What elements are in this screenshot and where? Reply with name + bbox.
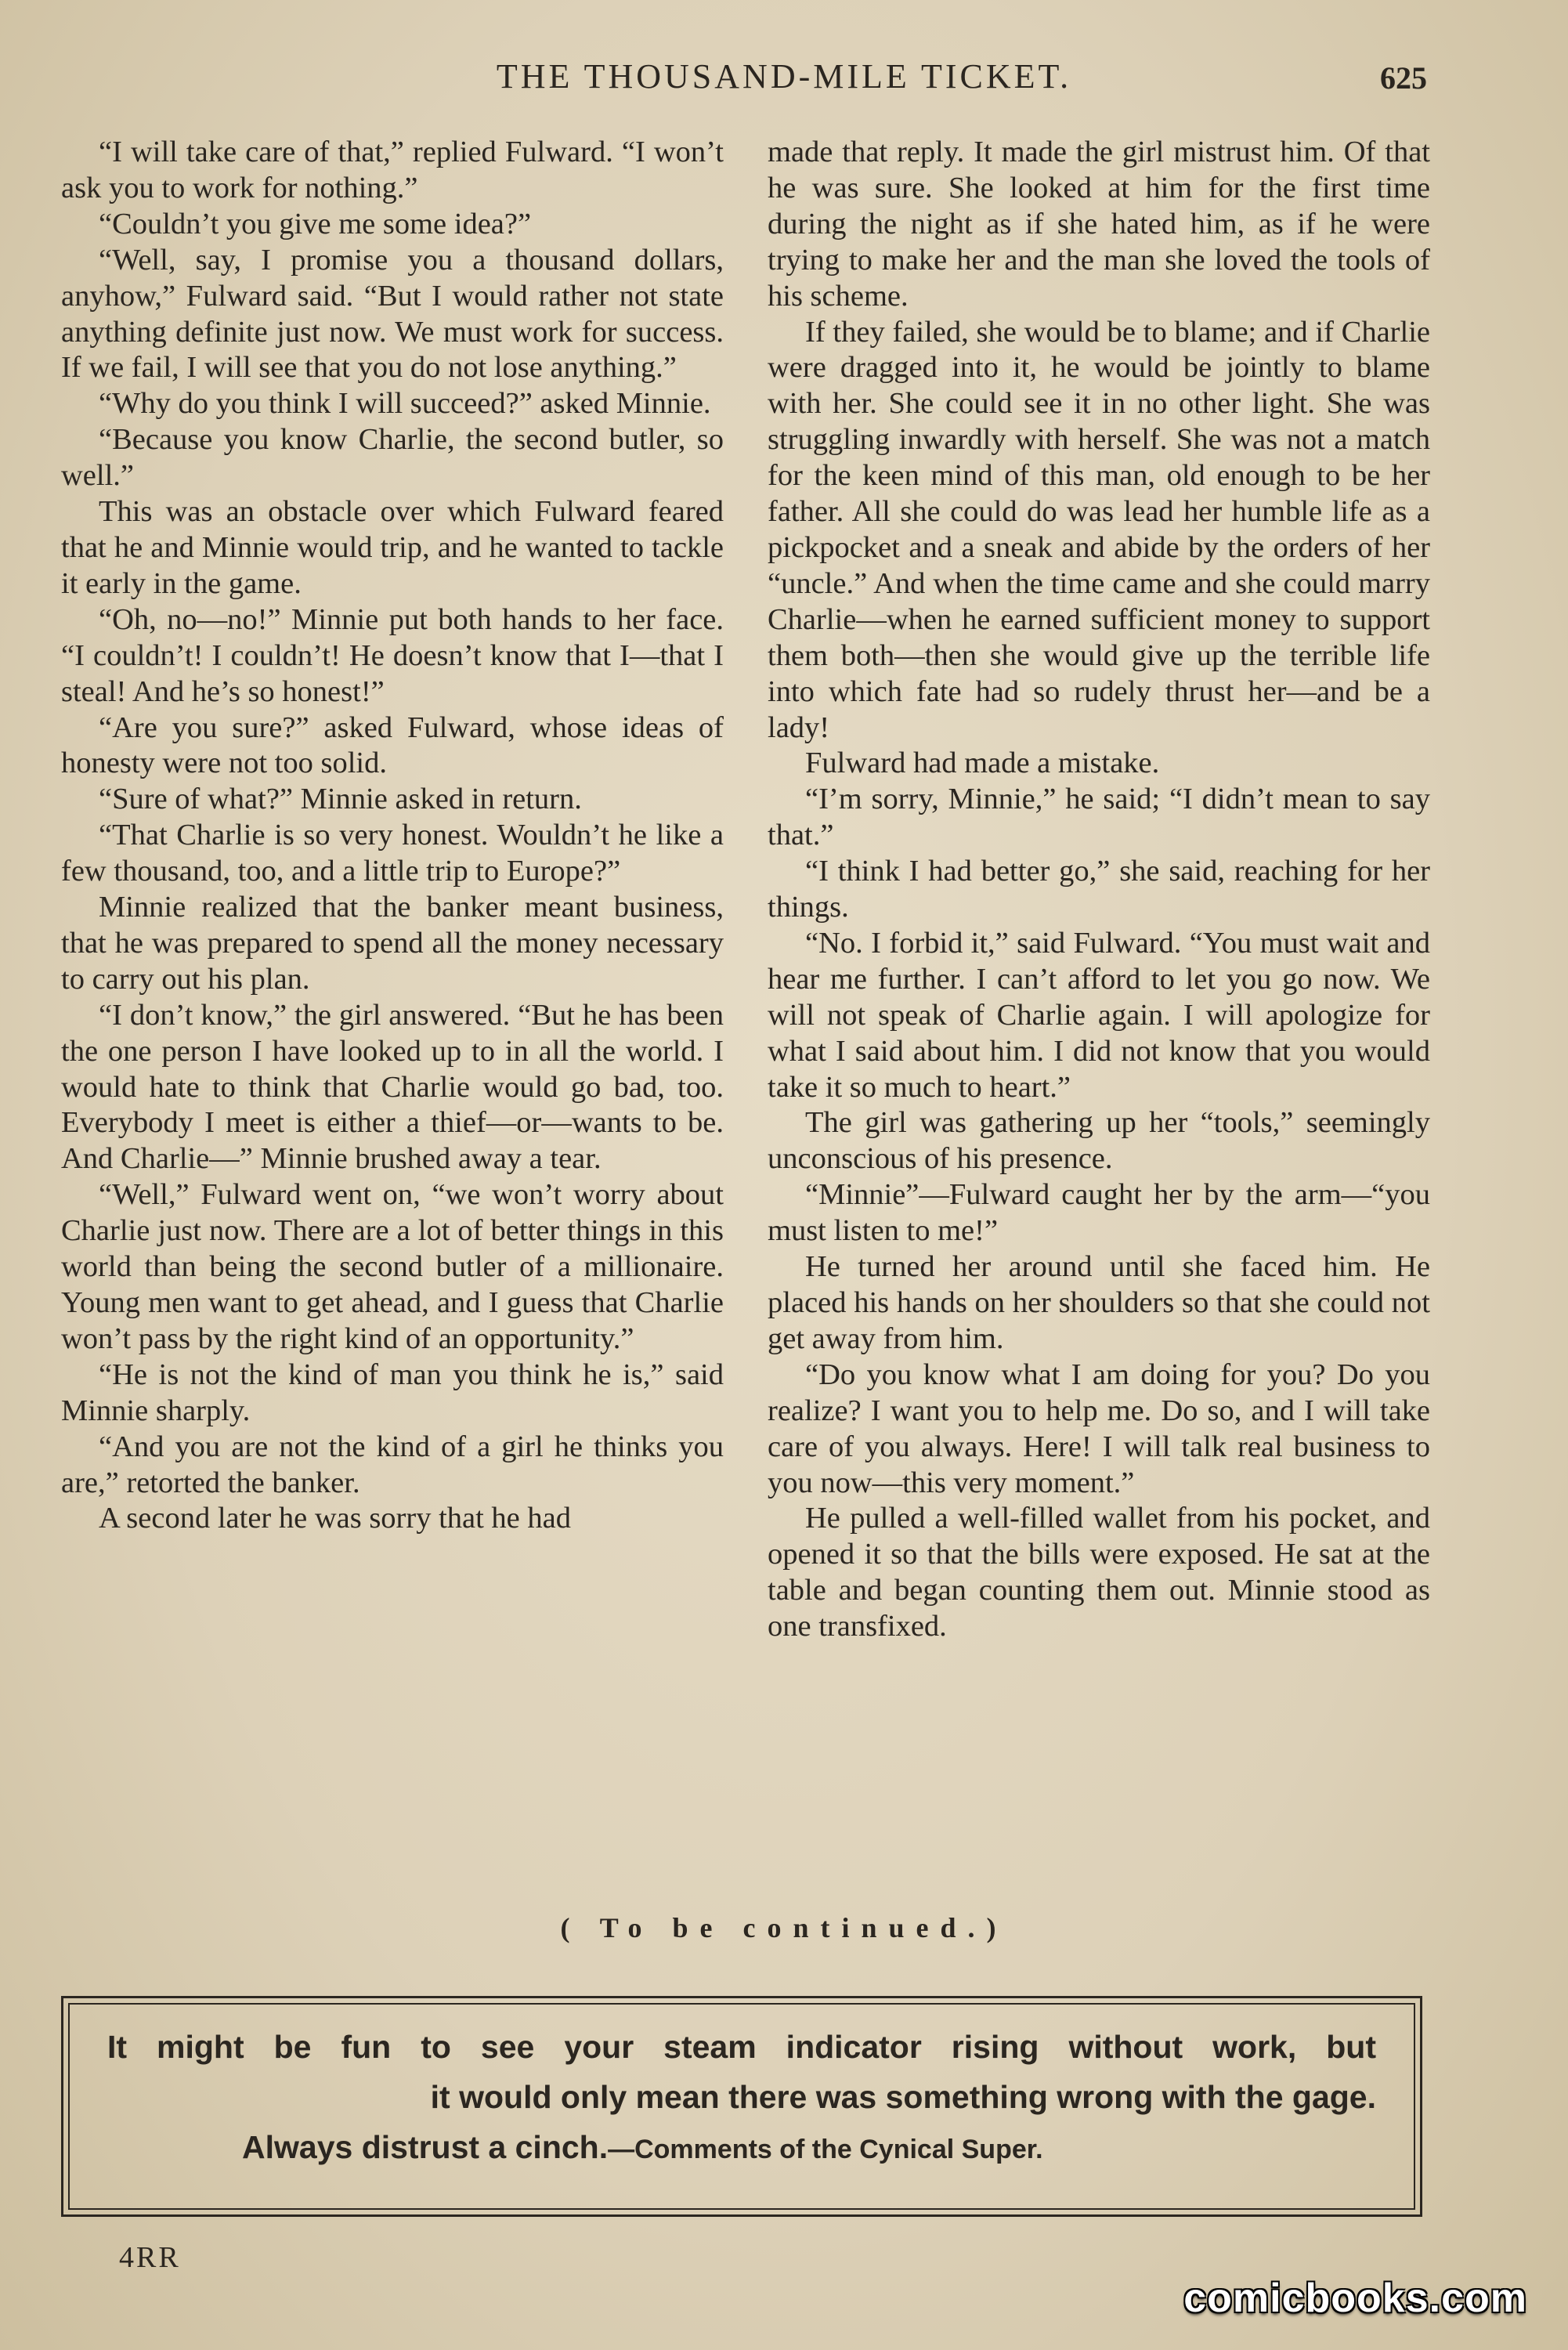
paragraph: “I’m sorry, Minnie,” he said; “I didn’t mean to say that.” [768, 783, 1430, 852]
paragraph: “Oh, no—no!” Minnie put both hands to her face. “I couldn’t! I couldn’t! He doesn’t know that I—that I steal! And he’s so honest!” [61, 602, 724, 708]
to-be-continued-note: ( To be continued.) [560, 1912, 1008, 1943]
paragraph: “I will take care of that,” replied Fulward. “I won’t ask you to work for nothing.” [61, 136, 724, 204]
paragraph: “I don’t know,” the girl answered. “But he has been the one person I have looked up to in all the world. I would hate to think that Charlie would go bad, too. Everybody I meet is either a thief—or—wants to be. And Charlie—” Minnie brushed away a tear. [61, 998, 724, 1176]
paragraph: “Couldn’t you give me some idea?” [99, 207, 532, 240]
page-number: 625 [1380, 60, 1427, 96]
running-title: THE THOUSAND-MILE TICKET. [496, 57, 1072, 96]
quote-box [61, 1996, 1422, 2217]
paragraph: Fulward had made a mistake. [805, 747, 1160, 780]
paragraph: “Minnie”—Fulward caught her by the arm—“you must listen to me!” [768, 1178, 1430, 1248]
site-watermark: comicbooks.com [1183, 2276, 1527, 2321]
right-column [768, 135, 1430, 1645]
paragraph: He turned her around until she faced him. He placed his hands on her shoulders so that she could not get away from him. [768, 1250, 1430, 1355]
paragraph: made that reply. It made the girl mistrust him. Of that he was sure. She looked at him for the first time during the night as if she hated him, as if he were trying to make her and the man she loved the tools of his scheme. [768, 136, 1430, 313]
paragraph: “He is not the kind of man you think he is,” said Minnie sharply. [61, 1358, 724, 1427]
paragraph: If they failed, she would be to blame; and if Charlie were dragged into it, he would be jointly to blame with her. She could see it in no other light. She was struggling inwardly with herself. She was not a match for the keen mind of this man, old enough to be her father. All she could do was lead her humble life as a pickpocket and a sneak and abide by the orders of her “uncle.” And when the time came and she could marry Charlie—when he earned sufficient money to support them both—then she would give up the terrible life into which fate had so rudely thrust her—and be a lady! [768, 315, 1430, 744]
paragraph: Minnie realized that the banker meant business, that he was prepared to spend all the money necessary to carry out his plan. [61, 891, 724, 996]
page-header [0, 56, 1568, 103]
paragraph: “No. I forbid it,” said Fulward. “You must wait and hear me further. I can’t afford to let you go now. We will not speak of Charlie again. I will apologize for what I said about him. I did not know that you would take it so much to heart.” [768, 926, 1430, 1104]
paragraph: A second later he was sorry that he had [99, 1502, 571, 1535]
paragraph: “And you are not the kind of a girl he thinks you are,” retorted the banker. [61, 1430, 724, 1499]
paragraph: “Do you know what I am doing for you? Do you realize? I want you to help me. Do so, and I will take care of you always. Here! I will talk real business to you now—this very moment.” [768, 1358, 1430, 1499]
quote-attribution: —Comments of the Cynical Super. [608, 2135, 1043, 2164]
quote-box-inner [68, 2003, 1415, 2210]
paragraph: “Sure of what?” Minnie asked in return. [99, 783, 582, 816]
quote-maxim: Always distrust a cinch. [242, 2129, 609, 2165]
paragraph: The girl was gathering up her “tools,” seemingly unconscious of his presence. [768, 1106, 1430, 1176]
paragraph: “Are you sure?” asked Fulward, whose ideas of honesty were not too solid. [61, 710, 724, 780]
signature-folio: 4RR [119, 2241, 181, 2274]
paragraph: He pulled a well-filled wallet from his pocket, and opened it so that the bills were exposed. He sat at the table and began counting them out. Minnie stood as one transfixed. [768, 1502, 1430, 1643]
paragraph: This was an obstacle over which Fulward feared that he and Minnie would trip, and he wanted to tackle it early in the game. [61, 495, 724, 600]
paragraph: “Because you know Charlie, the second butler, so well.” [61, 423, 724, 493]
paragraph: “That Charlie is so very honest. Wouldn’t he like a few thousand, too, and a little trip to Europe?” [61, 819, 724, 888]
paragraph: “Well,” Fulward went on, “we won’t worry about Charlie just now. There are a lot of better things in this world than being the second butler of a millionaire. Young men want to get ahead, and I guess that Charlie won’t pass by the right kind of an opportunity.” [61, 1178, 724, 1355]
left-column [61, 135, 724, 1537]
paragraph: “Well, say, I promise you a thousand dollars, anyhow,” Fulward said. “But I would rather not state anything definite just now. We must work for success. If we fail, I will see that you do not lose anything.” [61, 243, 724, 385]
quote-line-3 [107, 2122, 1376, 2175]
quote-line-2: it would only mean there was something wrong with the gage. [430, 2079, 1376, 2115]
paragraph: “I think I had better go,” she said, reaching for her things. [768, 855, 1430, 924]
paragraph: “Why do you think I will succeed?” asked Minnie. [99, 387, 711, 421]
quote-line-1: It might be fun to see your steam indicator rising without work, but [107, 2029, 1376, 2065]
